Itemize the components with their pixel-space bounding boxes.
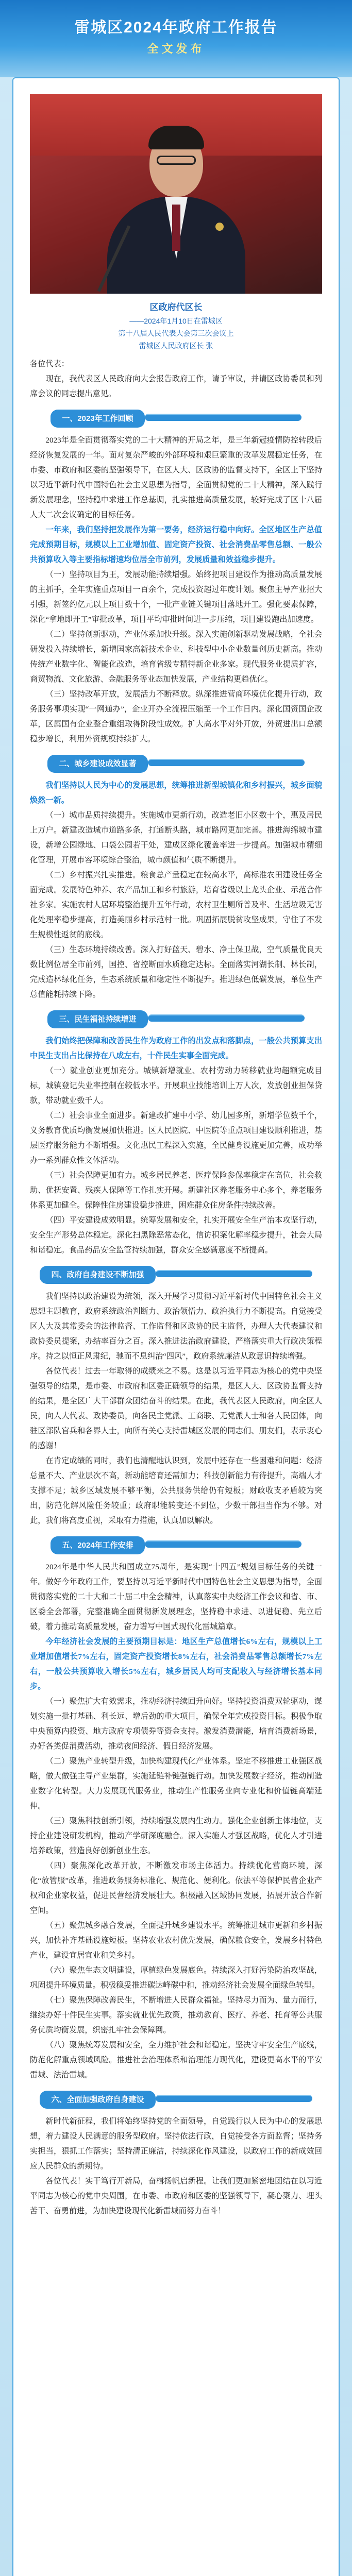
section-divider (156, 1270, 312, 1277)
section-heading-label: 四、政府自身建设不断加强 (40, 1266, 155, 1284)
body-paragraph: （二）乡村振兴扎实推进。粮食总产量稳定在较高水平，高标准农田建设任务全面完成。发展特色种养、农产品加工和乡村旅游，培育省级以上龙头企业、示范合作社多家。实施农村人居环境整治提升五年行动，农村卫生厕所普及率、生活垃圾无害化处理率稳步提高，打造美丽乡村示范村一批。巩固拓展脱贫攻坚成果，守住了不发生规模性返贫的底线。 (30, 871, 322, 939)
body-paragraph: （五）聚焦城乡融合发展，全面提升城乡建设水平。统筹推进城市更新和乡村振兴，加快补齐基础设施短板。坚持农业农村优先发展，确保粮食安全，发展乡村特色产业，建设宜居宜业和美乡村。 (30, 1921, 322, 1960)
section-divider (145, 414, 301, 421)
highlight-paragraph: 今年经济社会发展的主要预期目标是：地区生产总值增长6%左右，规模以上工业增加值增长7%左右，固定资产投资增长8%左右，社会消费品零售总额增长7%左右，一般公共预算收入增长5%左右，城乡居民人均可支配收入与经济增长基本同步。 (30, 1637, 322, 1691)
section-heading-label: 三、民生福祉持续增进 (47, 1010, 147, 1028)
section-heading-label: 六、全面加强政府自身建设 (40, 2091, 155, 2109)
body-paragraph: 各位代表： (30, 360, 69, 368)
section-heading-label: 二、城乡建设成效显著 (47, 755, 147, 773)
section-heading (30, 1536, 322, 1554)
section-divider (148, 1014, 305, 1022)
photo-glasses (157, 156, 196, 165)
photo-tie (172, 205, 180, 251)
body-paragraph: （四）平安建设成效明显。统筹发展和安全，扎实开展安全生产治本攻坚行动，安全生产形势总体稳定。深化扫黑除恶常态化，信访积案化解率稳步提升，社会大局和谐稳定。食品药品安全监管持续加强，群众安全感满意度不断提高。 (30, 1216, 322, 1255)
body-paragraph: 各位代表！实干笃行开新局，奋楫扬帆启新程。让我们更加紧密地团结在以习近平同志为核心的党中央周围，在市委、市政府和区委的坚强领导下，凝心聚力、埋头苦干、奋勇前进，为加快建设现代化新雷城而努力奋斗！ (30, 2177, 322, 2215)
body-paragraph: （二）聚焦产业转型升级，加快构建现代化产业体系。坚定不移推进工业强区战略，做大做强主导产业集群，实施延链补链强链行动。加快发展数字经济，推动制造业数字化转型。大力发展现代服务业，推动生产性服务业向专业化和价值链高端延伸。 (30, 1757, 322, 1810)
body-paragraph: （一）城市品质持续提升。实施城市更新行动，改造老旧小区数十个，惠及居民上万户。新建改造城市道路多条，打通断头路，城市路网更加完善。推进海绵城市建设，新增公园绿地、口袋公园若干处，建成区绿化覆盖率进一步提高。加强城市精细化管理，开展市容环境综合整治，城市颜值和气质不断提升。 (30, 811, 322, 865)
body-paragraph: 我们坚持以政治建设为统领，深入开展学习贯彻习近平新时代中国特色社会主义思想主题教育，政府系统政治判断力、政治领悟力、政治执行力不断提高。自觉接受区人大及其常委会的法律监督、工作监督和区政协的民主监督，办理人大代表建议和政协委员提案，办结率百分之百。深入推进法治政府建设，严格落实重大行政决策程序。持之以恒正风肃纪，驰而不息纠治“四风”，政府系统廉洁从政意识持续增强。 (30, 1292, 322, 1361)
section-heading (30, 410, 322, 428)
body-paragraph: （三）坚持改革开放，发展活力不断释放。纵深推进营商环境优化提升行动，政务服务事项实现“一网通办”，企业开办全流程压缩至一个工作日内。深化国资国企改革，区属国有企业整合重组取得阶段性成效。扩大高水平对外开放，外贸进出口总额稳步增长，利用外资规模持续扩大。 (30, 690, 322, 743)
caption-line-3: 第十八届人民代表大会第三次会议上 (118, 329, 234, 337)
highlight-paragraph: 我们坚持以人民为中心的发展思想，统筹推进新型城镇化和乡村振兴，城乡面貌焕然一新。 (30, 781, 322, 805)
body-paragraph: 现在，我代表区人民政府向大会报告政府工作，请予审议，并请区政协委员和列席会议的同志提出意见。 (30, 375, 322, 398)
body-paragraph: （二）坚持创新驱动，产业体系加快升级。深入实施创新驱动发展战略，全社会研发投入持续增长，新增国家高新技术企业、科技型中小企业数量创历史新高。推动传统产业数字化、智能化改造，培育省级专精特新企业多家。现代服务业提质扩容，商贸物流、文化旅游、金融服务等业态加快发展，产业结构更趋优化。 (30, 630, 322, 684)
section-heading-label: 五、2024年工作安排 (51, 1536, 144, 1554)
caption-line-4: 雷城区人民政府区长 张 (139, 342, 213, 350)
section-heading (30, 755, 322, 773)
section-divider (148, 759, 305, 766)
section-divider (145, 1540, 301, 1548)
body-paragraph: （七）聚焦保障改善民生，不断增进人民群众福祉。坚持尽力而为、量力而行，继续办好十件民生实事。落实就业优先政策，推动教育、医疗、养老、托育等公共服务优质均衡发展，织密扎牢社会保障网。 (30, 1996, 322, 2035)
page-subtitle: 全文发布 (147, 42, 205, 55)
body-paragraph: （一）坚持项目为王，发展动能持续增强。始终把项目建设作为推动高质量发展的主抓手，全年实施重点项目一百余个，完成投资超过年度计划。聚焦主导产业招大引强，新签约亿元以上项目数十个，一批产业链关键项目落地开工。强化要素保障，深化“拿地即开工”审批改革，项目平均审批时间进一步压缩，项目建设跑出加速度。 (30, 570, 322, 624)
lapel-badge-icon (215, 223, 224, 231)
section-heading (30, 1010, 322, 1028)
body-paragraph: 各位代表！过去一年取得的成绩来之不易。这是以习近平同志为核心的党中央坚强领导的结果，是市委、市政府和区委正确领导的结果，是区人大、区政协监督支持的结果，是全区广大干部群众团结奋斗的结果。在此，我代表区人民政府，向全区人民，向人大代表、政协委员，向各民主党派、工商联、无党派人士和各人民团体，向驻区部队官兵和各界人士，向所有关心支持雷城区发展的同志们、朋友们，表示衷心的感谢！ (30, 1367, 322, 1450)
body-paragraph: （六）聚焦生态文明建设，厚植绿色发展底色。持续深入打好污染防治攻坚战，巩固提升环境质量。积极稳妥推进碳达峰碳中和，推动经济社会发展全面绿色转型。 (30, 1966, 322, 1990)
body-paragraph: 新时代新征程，我们将始终坚持党的全面领导，自觉践行以人民为中心的发展思想，着力建设人民满意的服务型政府。坚持依法行政，自觉接受各方面监督；坚持务实担当，狠抓工作落实；坚持清正廉洁，持续深化作风建设，以政府工作的新成效回应人民群众的新期待。 (30, 2117, 322, 2171)
caption-name: 区政府代区长 (149, 302, 203, 312)
body-paragraph: （一）就业创业更加充分。城镇新增就业、农村劳动力转移就业均超额完成目标，城镇登记失业率控制在较低水平。开展职业技能培训上万人次，发放创业担保贷款，带动就业数千人。 (30, 1066, 322, 1105)
section-heading (30, 2091, 322, 2109)
body-paragraph: 2023年是全面贯彻落实党的二十大精神的开局之年，是三年新冠疫情防控转段后经济恢复发展的一年。面对复杂严峻的外部环境和艰巨繁重的改革发展稳定任务，在市委、市政府和区委的坚强领导下，在区人大、区政协的监督支持下，全区上下坚持以习近平新时代中国特色社会主义思想为指导，全面贯彻党的二十大精神，深入践行新发展理念，坚持稳中求进工作总基调，扎实推进高质量发展，较好完成了区十八届人大二次会议确定的目标任务。 (30, 436, 322, 519)
body-paragraph: （三）生态环境持续改善。深入打好蓝天、碧水、净土保卫战，空气质量优良天数比例位居全市前列，国控、省控断面水质稳定达标。全面落实河湖长制、林长制，完成造林绿化任务，生态系统质量和稳定性不断提升。推进绿色低碳发展，单位生产总值能耗持续下降。 (30, 945, 322, 999)
page-title: 雷城区2024年政府工作报告 (74, 19, 278, 36)
report-body (30, 357, 322, 2218)
section-heading-label: 一、2023年工作回顾 (51, 410, 144, 428)
section-heading (30, 1266, 322, 1284)
body-paragraph: 2024年是中华人民共和国成立75周年，是实现“十四五”规划目标任务的关键一年。做好今年政府工作，要坚持以习近平新时代中国特色社会主义思想为指导，全面贯彻落实党的二十大和二十届二中全会精神，认真落实中央经济工作会议和省、市、区委全会部署，完整准确全面贯彻新发展理念，坚持稳中求进、以进促稳、先立后破，着力推动高质量发展，奋力谱写中国式现代化雷城篇章。 (30, 1563, 322, 1631)
body-paragraph: （一）聚焦扩大有效需求，推动经济持续回升向好。坚持投资消费双轮驱动，谋划实施一批打基础、利长远、增后劲的重大项目，确保全年完成投资目标。积极争取中央预算内投资、地方政府专项债券等资金支持。激发消费潜能，培育消费新场景，办好各类促消费活动，推动夜间经济、假日经济发展。 (30, 1697, 322, 1751)
body-paragraph: 在肯定成绩的同时，我们也清醒地认识到，发展中还存在一些困难和问题：经济总量不大、产业层次不高，新动能培育还需加力；科技创新能力有待提升，高端人才支撑不足；城乡区域发展不够平衡，公共服务供给仍有短板；财政收支矛盾较为突出，防范化解风险任务较重；政府职能转变还不到位，少数干部担当作为不够。对此，我们将高度重视，采取有力措施，认真加以解决。 (30, 1456, 322, 1525)
article-card (12, 77, 340, 2576)
body-paragraph: （二）社会事业全面进步。新建改扩建中小学、幼儿园多所，新增学位数千个，义务教育优质均衡发展加快推进。区人民医院、中医院等重点项目建设顺利推进，基层医疗服务能力不断增强。文化惠民工程深入实施，全民健身设施更加完善，成功举办一系列群众性文体活动。 (30, 1111, 322, 1165)
speaker-photo (30, 94, 322, 294)
body-paragraph: （三）聚焦科技创新引领，持续增强发展内生动力。强化企业创新主体地位，支持企业建设研发机构，推动产学研深度融合。深入实施人才强区战略，优化人才引进培养政策，营造良好创新创业生态。 (30, 1817, 322, 1855)
highlight-paragraph: 一年来，我们坚持把发展作为第一要务，经济运行稳中向好。全区地区生产总值完成预期目标，规模以上工业增加值、固定资产投资、社会消费品零售总额、一般公共预算收入等主要指标增速均位居全市前列，发展质量和效益稳步提升。 (30, 526, 322, 564)
section-divider (156, 2095, 312, 2102)
page-header (0, 0, 352, 77)
photo-hair (148, 126, 204, 149)
caption-line-2: ——2024年1月10日在雷城区 (129, 317, 223, 325)
body-paragraph: （四）聚焦深化改革开放，不断激发市场主体活力。持续优化营商环境，深化“放管服”改革，推进政务服务标准化、规范化、便利化。依法平等保护民营企业产权和企业家权益，促进民营经济发展壮大。积极融入区域协同发展，拓展开放合作新空间。 (30, 1861, 322, 1915)
body-paragraph: （八）聚焦统筹发展和安全，全力维护社会和谐稳定。坚决守牢安全生产底线，防范化解重点领域风险。推进社会治理体系和治理能力现代化，建设更高水平的平安雷城、法治雷城。 (30, 2041, 322, 2079)
photo-caption (13, 300, 339, 351)
highlight-paragraph: 我们始终把保障和改善民生作为政府工作的出发点和落脚点，一般公共预算支出中民生支出占比保持在八成左右，十件民生实事全面完成。 (30, 1037, 322, 1060)
body-paragraph: （三）社会保障更加有力。城乡居民养老、医疗保险参保率稳定在高位，社会救助、优抚安置、残疾人保障等工作扎实开展。新建社区养老服务中心多个，养老服务体系更加健全。保障性住房建设稳步推进，困难群众住房条件持续改善。 (30, 1171, 322, 1210)
